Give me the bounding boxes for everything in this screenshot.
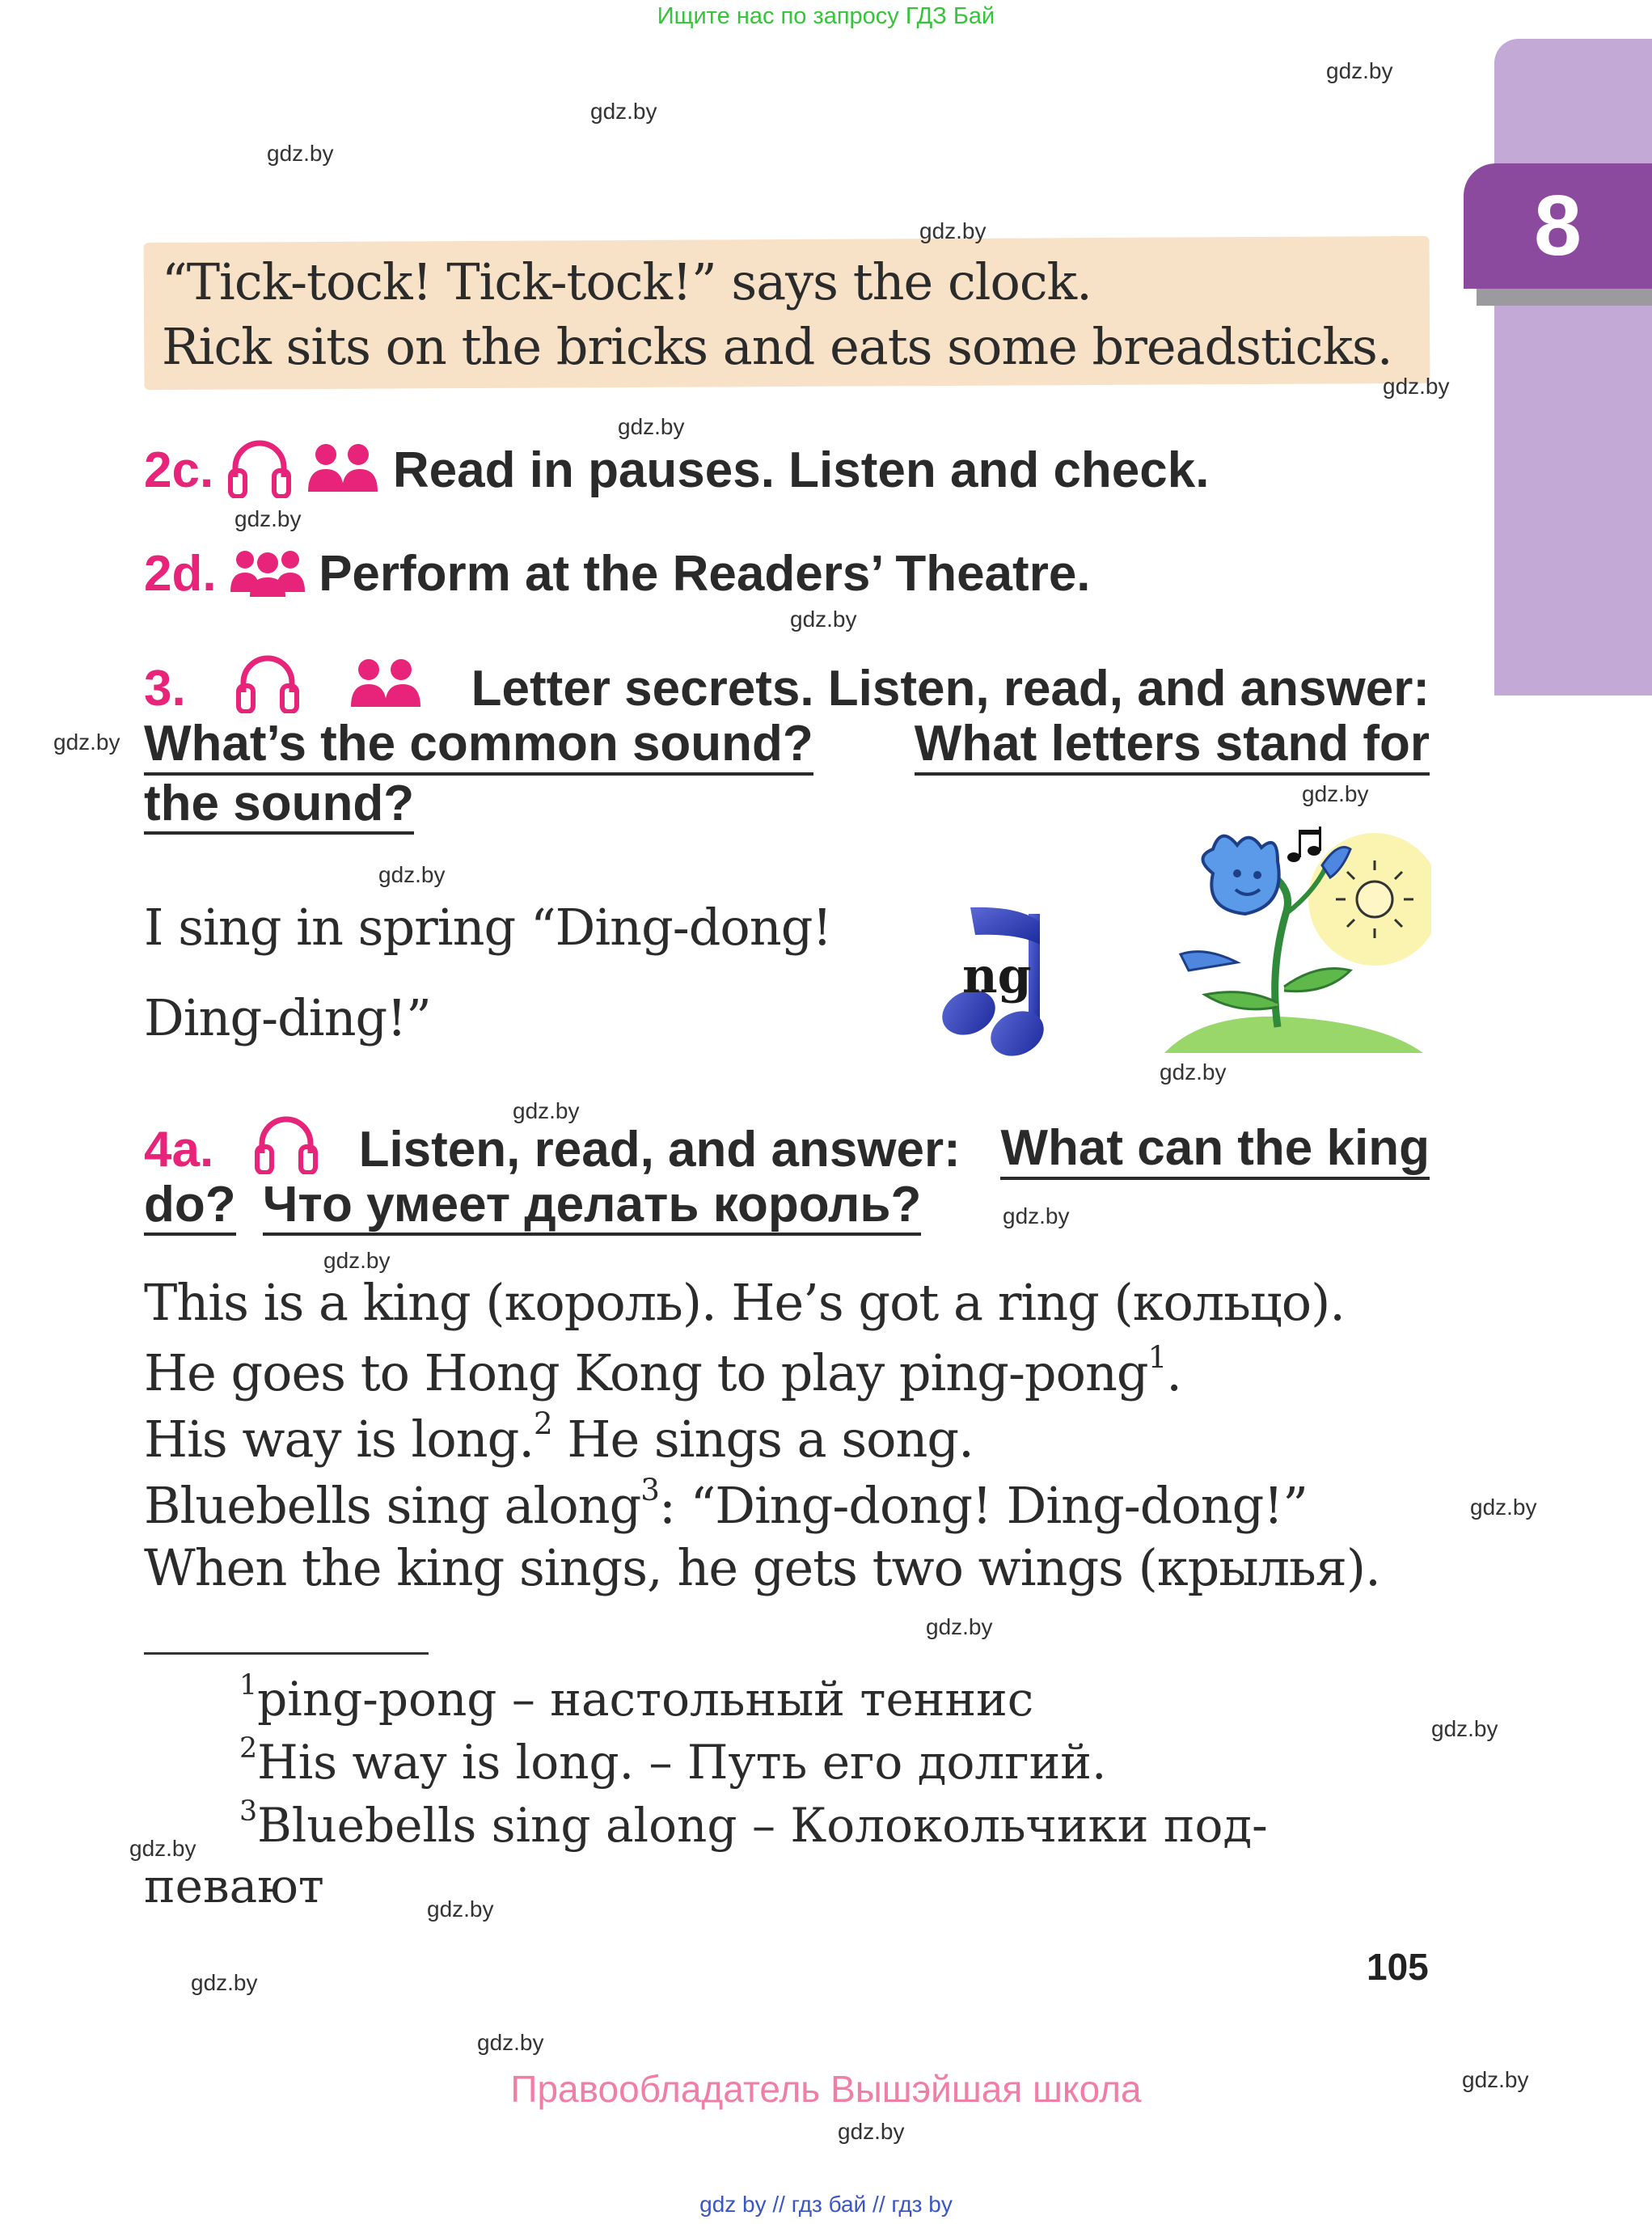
task-3-line-3 — [144, 775, 414, 832]
watermark: gdz.by — [53, 729, 120, 755]
watermark: gdz.by — [790, 607, 857, 632]
watermark: gdz.by — [267, 141, 334, 166]
watermark: gdz.by — [378, 862, 446, 887]
task-2d — [144, 545, 1091, 609]
note-label: ng — [962, 948, 1032, 1004]
poem-line-2: Ding-ding!” — [144, 988, 431, 1047]
page-number: 105 — [1367, 1946, 1429, 1988]
watermark: gdz.by — [191, 1970, 258, 1995]
watermark: gdz.by — [1383, 374, 1450, 399]
task-3-instruction: Letter secrets. Listen, read, and answer: — [471, 661, 1430, 717]
task-3-question-2b: the sound? — [144, 776, 414, 835]
copyright-notice: Правообладатель Вышэйшая школа — [510, 2068, 1142, 2110]
tongue-twister-line-1: “Tick-tock! Tick-tock!” says the clock. — [162, 252, 1092, 311]
bluebell-illustration — [1156, 825, 1431, 1059]
task-2d-number: 2d. — [144, 546, 217, 602]
task-4a-question-2: Что умеет делать король? — [263, 1177, 922, 1236]
poem-line-1: I sing in spring “Ding-dong! — [144, 898, 832, 957]
watermark: gdz.by — [1326, 58, 1393, 83]
watermark: gdz.by — [1431, 1716, 1498, 1741]
watermark: gdz.by — [590, 99, 657, 124]
music-note-icon — [938, 898, 1059, 1059]
headphones-icon — [227, 437, 292, 510]
story-line-1: This is a king (король). He’s got a ring (кольцо). — [144, 1273, 1346, 1332]
watermark: gdz.by — [513, 1098, 580, 1123]
task-2c — [144, 437, 1209, 510]
watermark: gdz.by — [618, 414, 685, 439]
task-2d-text: Perform at the Readers’ Theatre. — [319, 546, 1091, 602]
task-3-question-2a: What letters stand for — [915, 715, 1430, 776]
task-4a-instruction: Listen, read, and answer: — [358, 1122, 961, 1178]
watermark: gdz.by — [838, 2119, 905, 2144]
watermark: gdz.by — [919, 218, 987, 243]
watermark: gdz.by — [234, 506, 302, 531]
watermark: gdz.by — [926, 1614, 993, 1639]
task-2c-text: Read in pauses. Listen and check. — [392, 442, 1210, 498]
story-line-3: His way is long.$^2$ He sings a song. — [144, 1406, 974, 1469]
tongue-twister-line-2: Rick sits on the bricks and eats some breadsticks. — [162, 317, 1392, 376]
pair-work-icon — [349, 657, 422, 721]
pair-work-icon — [306, 442, 379, 505]
watermark: gdz.by — [1462, 2067, 1529, 2092]
task-3-line-2 — [144, 715, 1430, 776]
footnote-ref-1: 1 — [1147, 1339, 1167, 1375]
watermark: gdz.by — [1470, 1495, 1537, 1520]
watermark: gdz.by — [1160, 1059, 1227, 1085]
watermark: gdz.by — [1003, 1203, 1070, 1228]
story-line-2: He goes to Hong Kong to play ping-pong$^1$. — [144, 1339, 1181, 1402]
task-4a-number: 4a. — [144, 1122, 214, 1178]
footnote-1: $^1$ping-pong – настольный теннис — [239, 1669, 1034, 1727]
footnote-ref-3: 3 — [640, 1472, 659, 1507]
task-3-question-1: What’s the common sound? — [144, 715, 813, 776]
task-4a-question-1a: What can the king — [1000, 1119, 1429, 1180]
story-line-5: When the king sings, he gets two wings (крылья). — [144, 1538, 1380, 1597]
task-4a-question-1b: do? — [144, 1177, 236, 1236]
watermark: gdz.by — [323, 1248, 391, 1273]
task-2c-number: 2c. — [144, 442, 214, 498]
top-banner[interactable]: Ищите нас по запросу ГДЗ Бай — [657, 3, 995, 29]
footnote-3: $^3$Bluebells sing along – Колокольчики под- — [239, 1795, 1268, 1854]
story-line-4: Bluebells sing along$^3$: “Ding-dong! Ding-dong!” — [144, 1472, 1308, 1535]
group-work-icon — [230, 545, 305, 609]
task-4a-line-2 — [144, 1176, 921, 1233]
footnote-ref-2: 2 — [534, 1406, 552, 1441]
side-strip — [1494, 39, 1652, 696]
footnote-2: $^2$His way is long. – Путь его долгий. — [239, 1732, 1107, 1791]
bottom-links[interactable]: gdz by // гдз бай // гдз by — [699, 2192, 953, 2217]
watermark: gdz.by — [477, 2030, 544, 2055]
watermark: gdz.by — [427, 1896, 494, 1922]
watermark: gdz.by — [1302, 781, 1369, 806]
chapter-number: 8 — [1534, 178, 1582, 273]
watermark: gdz.by — [129, 1836, 196, 1861]
task-3-number: 3. — [144, 661, 186, 717]
footnote-divider — [144, 1652, 429, 1655]
footnote-3-continuation: певают — [144, 1858, 324, 1913]
